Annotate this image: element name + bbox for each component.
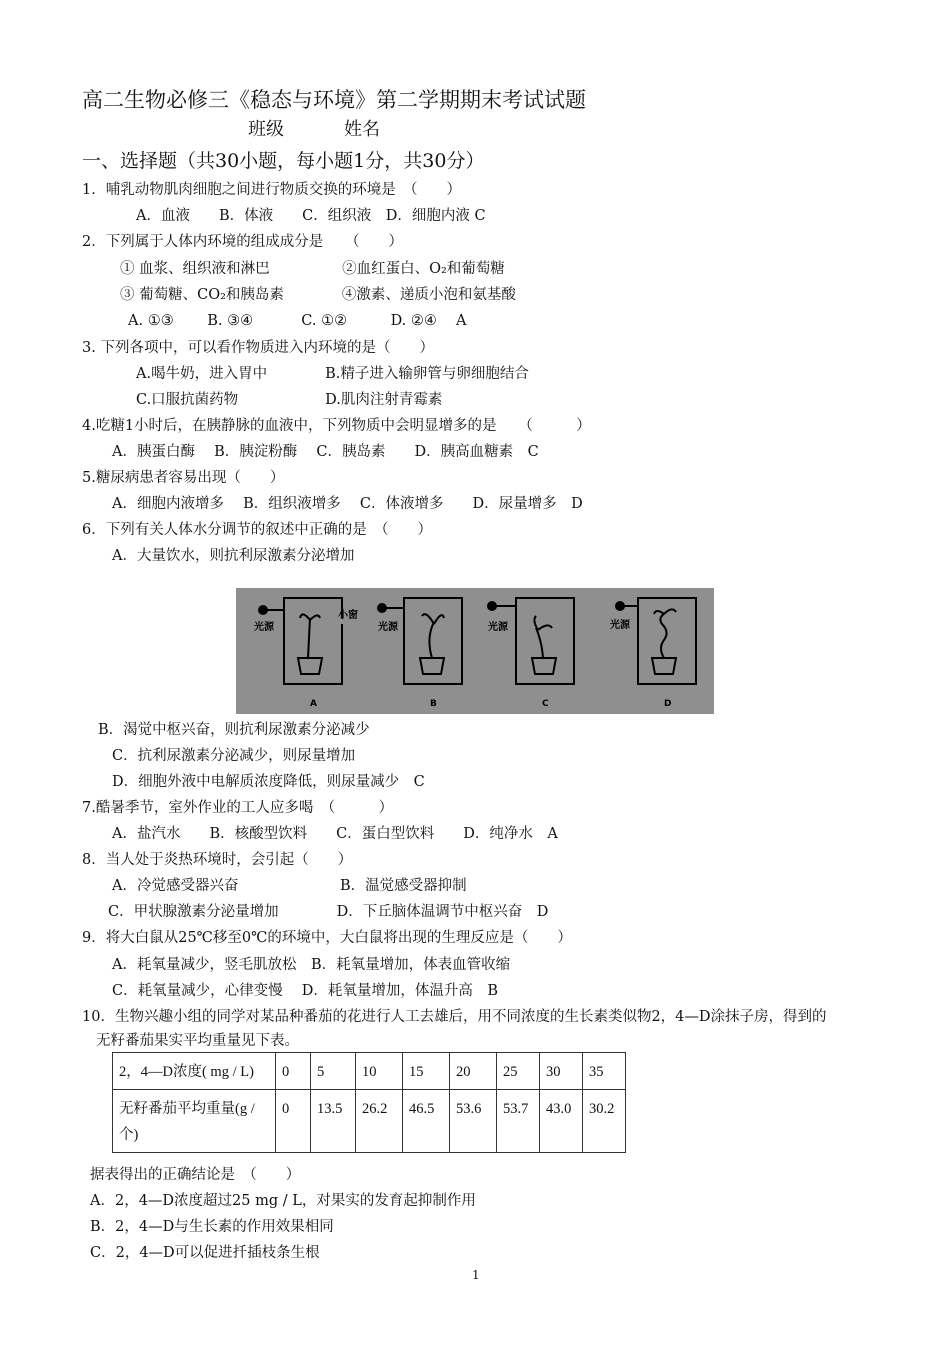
question-9-line-1: A．耗氧量减少，竖毛肌放松 B．耗氧量增加，体表血管收缩 — [112, 957, 511, 973]
table-cell: 0 — [276, 1053, 311, 1090]
figure-panel-d — [616, 598, 696, 684]
table-cell: 10 — [356, 1053, 403, 1090]
light-label-c: 光源 — [488, 622, 508, 633]
window-label: 小窗 — [338, 610, 358, 621]
panel-label-c: C — [542, 699, 549, 709]
table-cell: 15 — [403, 1053, 450, 1090]
page-title: 高二生物必修三《稳态与环境》第二学期期末考试试题 — [82, 88, 586, 112]
table-cell: 0 — [276, 1090, 311, 1153]
table-cell: 5 — [311, 1053, 356, 1090]
question-7: 7.酷暑季节，室外作业的工人应多喝 （ ） — [82, 800, 394, 816]
question-7-options: A．盐汽水 B．核酸型饮料 C．蛋白型饮料 D．纯净水 A — [112, 826, 558, 842]
figure-panel-a — [259, 598, 342, 684]
question-2-line-1: ① 血浆、组织液和淋巴 ②血红蛋白、O₂和葡萄糖 — [120, 261, 505, 277]
question-2-line-2: ③ 葡萄糖、CO₂和胰岛素 ④激素、递质小泡和氨基酸 — [120, 287, 516, 303]
light-source-icon — [378, 604, 386, 612]
light-source-icon — [488, 602, 496, 610]
figure-panel-b — [378, 598, 462, 684]
light-label-a: 光源 — [254, 622, 274, 633]
light-label-b: 光源 — [378, 622, 398, 633]
table-cell: 30.2 — [583, 1090, 626, 1153]
question-1: 1．哺乳动物肌肉细胞之间进行物质交换的环境是 （ ） — [82, 182, 461, 198]
table-cell: 53.7 — [497, 1090, 540, 1153]
table-cell: 30 — [540, 1053, 583, 1090]
panel-label-a: A — [310, 699, 317, 709]
question-10-option-a: A．2，4—D浓度超过25 mg / L，对果实的发育起抑制作用 — [90, 1193, 476, 1209]
light-label-d: 光源 — [610, 620, 630, 631]
question-6-option-c: C．抗利尿激素分泌减少，则尿量增加 — [112, 748, 356, 764]
table-cell: 35 — [583, 1053, 626, 1090]
table-cell: 20 — [450, 1053, 497, 1090]
question-5-options: A．细胞内液增多 B．组织液增多 C．体液增多 D．尿量增多 D — [112, 496, 583, 512]
figure-panel-c — [488, 598, 574, 684]
question-3-line-2: C.口服抗菌药物 D.肌肉注射青霉素 — [136, 392, 443, 408]
panel-label-d: D — [664, 699, 672, 709]
question-9: 9．将大白鼠从25℃移至0℃的环境中，大白鼠将出现的生理反应是（ ） — [82, 930, 572, 946]
table-cell: 53.6 — [450, 1090, 497, 1153]
table-row-concentration — [113, 1053, 626, 1090]
question-6: 6．下列有关人体水分调节的叙述中正确的是 （ ） — [82, 522, 432, 538]
question-6-option-b: B．渴觉中枢兴奋，则抗利尿激素分泌减少 — [98, 722, 370, 738]
question-3: 3. 下列各项中，可以看作物质进入内环境的是（ ） — [82, 340, 434, 356]
question-8-line-2: C．甲状腺激素分泌量增加 D．下丘脑体温调节中枢兴奋 D — [108, 904, 549, 920]
question-6-option-d: D．细胞外液中电解质浓度降低，则尿量减少 C — [112, 774, 425, 790]
question-4-options: A．胰蛋白酶 B．胰淀粉酶 C．胰岛素 D．胰高血糖素 C — [112, 444, 539, 460]
figure-svg — [236, 588, 714, 714]
table-cell: 43.0 — [540, 1090, 583, 1153]
table-cell: 13.5 — [311, 1090, 356, 1153]
question-8-line-1: A．冷觉感受器兴奋 B．温觉感受器抑制 — [112, 878, 467, 894]
table-row-label: 2，4—D浓度( mg / L) — [113, 1053, 276, 1090]
question-10-option-c: C．2，4—D可以促进扦插枝条生根 — [90, 1245, 320, 1261]
phototropism-figure — [236, 588, 714, 714]
section-heading: 一、选择题（共30小题，每小题1分，共30分） — [82, 150, 485, 172]
page-number: 1 — [472, 1268, 480, 1282]
question-1-options: A．血液 B．体液 C．组织液 D．细胞内液 C — [136, 208, 486, 224]
question-5: 5.糖尿病患者容易出现（ ） — [82, 470, 285, 486]
question-2: 2．下列属于人体内环境的组成成分是 （ ） — [82, 234, 403, 250]
table-row-label: 无籽番茄平均重量(g / 个) — [113, 1090, 276, 1153]
data-table — [112, 1052, 626, 1153]
class-label: 班级 — [248, 119, 284, 140]
question-9-line-2: C．耗氧量减少，心律变慢 D．耗氧量增加，体温升高 B — [112, 983, 498, 999]
panel-label-b: B — [430, 699, 437, 709]
table-cell: 26.2 — [356, 1090, 403, 1153]
table-cell: 46.5 — [403, 1090, 450, 1153]
question-10-option-b: B．2，4—D与生长素的作用效果相同 — [90, 1219, 334, 1235]
question-8: 8．当人处于炎热环境时，会引起（ ） — [82, 852, 353, 868]
light-source-icon — [616, 602, 624, 610]
table-cell: 25 — [497, 1053, 540, 1090]
table-row-weight — [113, 1090, 626, 1153]
light-source-icon — [259, 606, 267, 614]
question-2-options: A. ①③ B. ③④ C. ①② D. ②④ A — [128, 313, 467, 329]
question-3-line-1: A.喝牛奶，进入胃中 B.精子进入输卵管与卵细胞结合 — [136, 366, 529, 382]
question-6-option-a: A．大量饮水，则抗利尿激素分泌增加 — [112, 548, 355, 564]
name-label: 姓名 — [344, 119, 380, 140]
question-4: 4.吃糖1小时后，在胰静脉的血液中，下列物质中会明显增多的是 （ ） — [82, 418, 591, 434]
question-10-ask: 据表得出的正确结论是 （ ） — [90, 1167, 301, 1183]
question-10: 10．生物兴趣小组的同学对某品种番茄的花进行人工去雄后，用不同浓度的生长素类似物2，4—D涂抹子房，得到的 — [82, 1009, 827, 1025]
question-10-line-2: 无籽番茄果实平均重量见下表。 — [96, 1033, 299, 1049]
